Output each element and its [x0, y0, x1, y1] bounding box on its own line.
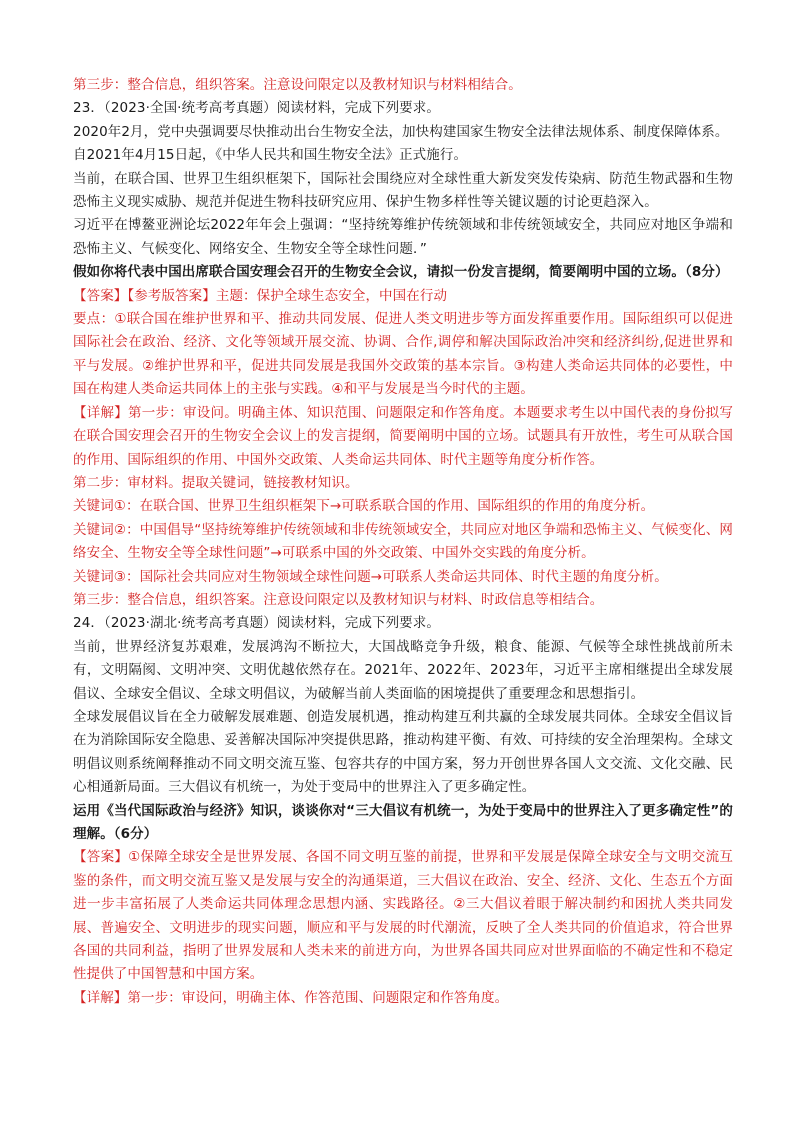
document-body	[73, 74, 733, 1010]
explanation-23-step-one: 【详解】第一步：审设问。明确主体、知识范围、问题限定和作答角度。本题要求考生以中国代表的身份拟写在联合国安理会召开的生物安全会议上的发言提纲，简要阐明中国的立场。试题具有开放性，考生可从联合国的作用、国际组织的作用、中国外交政策、人类命运共同体、时代主题等角度分析作答。	[73, 404, 733, 468]
question-24-header: 24．（2023·湖北·统考高考真题）阅读材料，完成下列要求。	[73, 615, 440, 632]
keyword-23-three: 关键词③：国际社会共同应对生物领域全球性问题→可联系人类命运共同体、时代主题的角度分析。	[73, 568, 668, 585]
answer-23-points: 要点：①联合国在维护世界和平、推动共同发展、促进人类文明进步等方面发挥重要作用。国际组织可以促进国际社会在政治、经济、文化等领域开展交流、协调、合作,调停和解决国际政治冲突和经济纠纷,促进世界和平与发展。②维护世界和平，促进共同发展是我国外交政策的基本宗旨。③构建人类命运共同体的必要性，中国在构建人类命运共同体上的主张与实践。④和平与发展是当今时代的主题。	[73, 311, 733, 398]
answer-24: 【答案】①保障全球安全是世界发展、各国不同文明互鉴的前提，世界和平发展是保障全球安全与文明交流互鉴的条件，而文明交流互鉴又是发展与安全的沟通渠道，三大倡议在政治、安全、经济、文化、生态五个方面进一步丰富拓展了人类命运共同体理念思想内涵、实践路径。②三大倡议着眼于解决制约和困扰人类共同发展、普遍安全、文明进步的现实问题，顺应和平与发展的时代潮流，反映了全人类共同的价值追求，符合世界各国的共同利益，指明了世界发展和人类未来的前进方向，为世界各国共同应对世界面临的不确定性和不稳定性提供了中国智慧和中国方案。	[73, 849, 733, 983]
question-23-prompt: 假如你将代表中国出席联合国安理会召开的生物安全会议，请拟一份发言提纲，简要阐明中国的立场。（8分）	[73, 264, 729, 281]
material-24-paragraph-1: 当前，世界经济复苏艰难，发展鸿沟不断拉大，大国战略竞争升级，粮食、能源、气候等全球性挑战前所未有，文明隔阂、文明冲突、文明优越依然存在。2021年、2022年、2023年，习近平主席相继提出全球发展倡议、全球安全倡议、全球文明倡议，为破解当前人类面临的困境提供了重要理念和思想指引。	[73, 638, 733, 702]
keyword-23-one: 关键词①：在联合国、世界卫生组织框架下→可联系联合国的作用、国际组织的作用的角度分析。	[73, 498, 655, 515]
material-23-paragraph-4: 习近平在博鳌亚洲论坛2022年年会上强调：“坚持统筹维护传统领域和非传统领域安全，共同应对地区争端和恐怖主义、气候变化、网络安全、生物安全等全球性问题．”	[73, 217, 733, 257]
explanation-23-step-two: 第二步：审材料。提取关键词，链接教材知识。	[73, 474, 359, 491]
question-23-header: 23．（2023·全国·统考高考真题）阅读材料，完成下列要求。	[73, 100, 440, 117]
material-23-paragraph-2: 自2021年4月15日起，《中华人民共和国生物安全法》正式施行。	[73, 147, 468, 164]
keyword-23-two: 关键词②：中国倡导“坚持统筹维护传统领域和非传统领域安全，共同应对地区争端和恐怖主义、气候变化、网络安全、生物安全等全球性问题”→可联系中国的外交政策、中国外交实践的角度分析。	[73, 521, 733, 562]
material-24-paragraph-2: 全球发展倡议旨在全力破解发展难题、创造发展机遇，推动构建互利共赢的全球发展共同体。全球安全倡议旨在为消除国际安全隐患、妥善解决国际冲突提供思路，推动构建平衡、有效、可持续的安全治理架构。全球文明倡议则系统阐释推动不同文明交流互鉴、包容共存的中国方案，努力开创世界各国人文交流、文化交融、民心相通新局面。三大倡议有机统一，为处于变局中的世界注入了更多确定性。	[73, 708, 733, 796]
explanation-23-step-three: 第三步：整合信息，组织答案。注意设问限定以及教材知识与材料、时政信息等相结合。	[73, 591, 604, 608]
question-24-prompt: 运用《当代国际政治与经济》知识，谈谈你对“三大倡议有机统一，为处于变局中的世界注入了更多确定性”的理解。（6分）	[73, 802, 733, 842]
answer-23-theme: 【答案】【参考版答案】主题：保护全球生态安全，中国在行动	[73, 287, 448, 304]
step-three-q22: 第三步：整合信息，组织答案。注意设问限定以及教材知识与材料相结合。	[73, 77, 522, 93]
explanation-24-step-one: 【详解】第一步：审设问，明确主体、作答范围、问题限定和作答角度。	[73, 989, 509, 1006]
material-23-paragraph-1: 2020年2月，党中央强调要尽快推动出台生物安全法，加快构建国家生物安全法律法规体系、制度保障体系。	[73, 123, 729, 140]
material-23-paragraph-3: 当前，在联合国、世界卫生组织框架下，国际社会围绕应对全球性重大新发突发传染病、防范生物武器和生物恐怖主义现实威胁、规范并促进生物科技研究应用、保护生物多样性等关键议题的讨论更趋深入。	[73, 170, 733, 211]
